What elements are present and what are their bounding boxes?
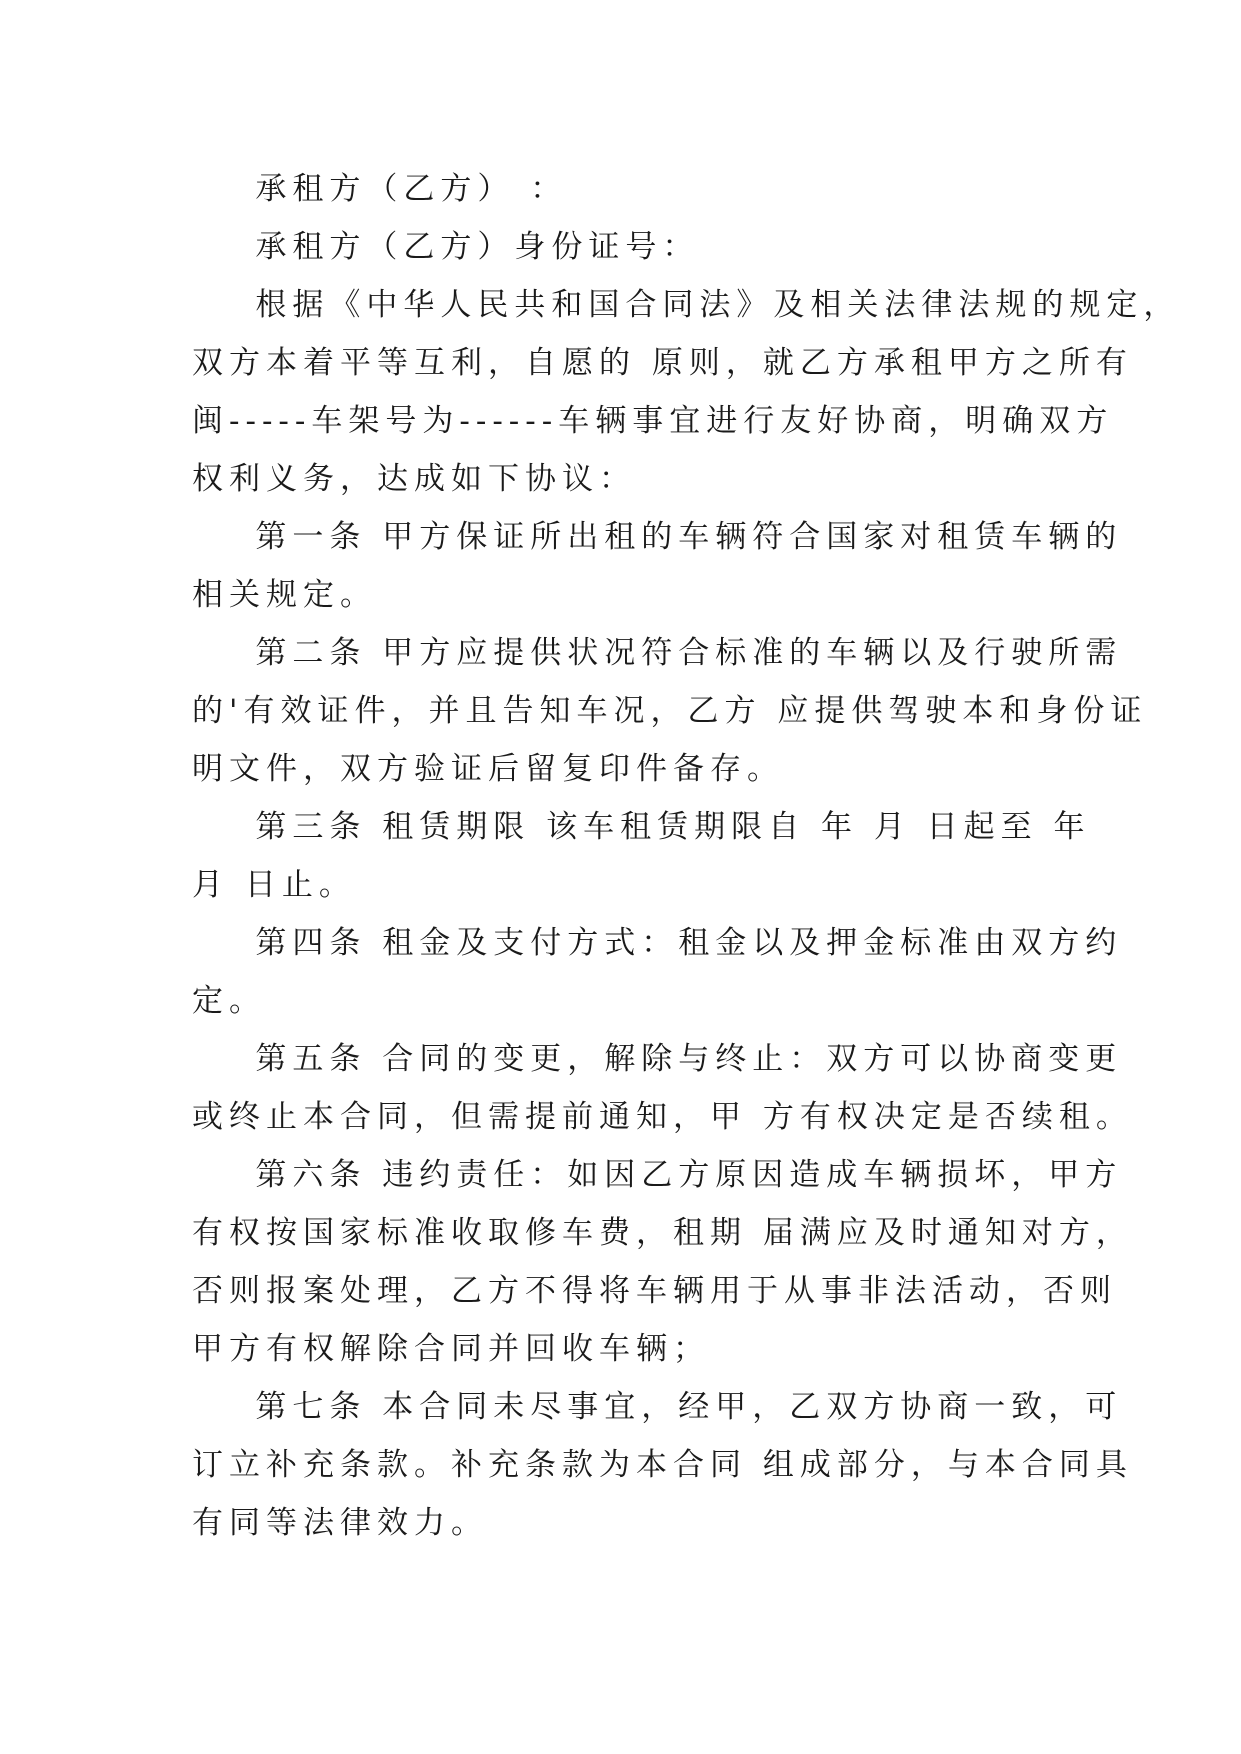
article-7-line-1: 第七条 本合同未尽事宜，经甲，乙双方协商一致，可 bbox=[192, 1389, 1123, 1425]
article-2-line-2: 的'有效证件，并且告知车况，乙方 应提供驾驶本和身份证 bbox=[192, 693, 1148, 729]
contract-body bbox=[192, 160, 1181, 1552]
article-5-line-2: 或终止本合同，但需提前通知，甲 方有权决定是否续租。 bbox=[192, 1099, 1133, 1135]
article-4-line-2: 定。 bbox=[192, 983, 266, 1019]
article-6-line-2: 有权按国家标准收取修车费，租期 届满应及时通知对方， bbox=[192, 1215, 1133, 1251]
preamble-line-3: 闽-----车架号为------车辆事宜进行友好协商，明确双方 bbox=[192, 403, 1114, 439]
article-5-line-1: 第五条 合同的变更，解除与终止：双方可以协商变更 bbox=[192, 1041, 1123, 1077]
preamble-line-2: 双方本着平等互利，自愿的 原则，就乙方承租甲方之所有 bbox=[192, 345, 1133, 381]
article-1-line-1: 第一条 甲方保证所出租的车辆符合国家对租赁车辆的 bbox=[192, 519, 1123, 555]
article-7-line-2: 订立补充条款。补充条款为本合同 组成部分，与本合同具 bbox=[192, 1447, 1133, 1483]
preamble-line-4: 权利义务，达成如下协议： bbox=[192, 461, 636, 497]
article-7-line-3: 有同等法律效力。 bbox=[192, 1505, 488, 1541]
article-2-line-1: 第二条 甲方应提供状况符合标准的车辆以及行驶所需 bbox=[192, 635, 1123, 671]
article-6-line-4: 甲方有权解除合同并回收车辆； bbox=[192, 1331, 710, 1367]
article-2-line-3: 明文件，双方验证后留复印件备存。 bbox=[192, 751, 784, 787]
article-6-line-1: 第六条 违约责任：如因乙方原因造成车辆损坏，甲方 bbox=[192, 1157, 1123, 1193]
article-3-line-2: 月 日止。 bbox=[192, 867, 356, 903]
article-1-line-2: 相关规定。 bbox=[192, 577, 377, 613]
article-6-line-3: 否则报案处理，乙方不得将车辆用于从事非法活动，否则 bbox=[192, 1273, 1117, 1309]
preamble-line-1: 根据《中华人民共和国合同法》及相关法律法规的规定， bbox=[192, 287, 1181, 323]
tenant-id-line: 承租方（乙方）身份证号： bbox=[192, 229, 700, 265]
article-3-line-1: 第三条 租赁期限 该车租赁期限自 年 月 日起至 年 bbox=[192, 809, 1091, 845]
tenant-name-line: 承租方（乙方） ： bbox=[192, 171, 568, 207]
article-4-line-1: 第四条 租金及支付方式：租金以及押金标准由双方约 bbox=[192, 925, 1123, 961]
